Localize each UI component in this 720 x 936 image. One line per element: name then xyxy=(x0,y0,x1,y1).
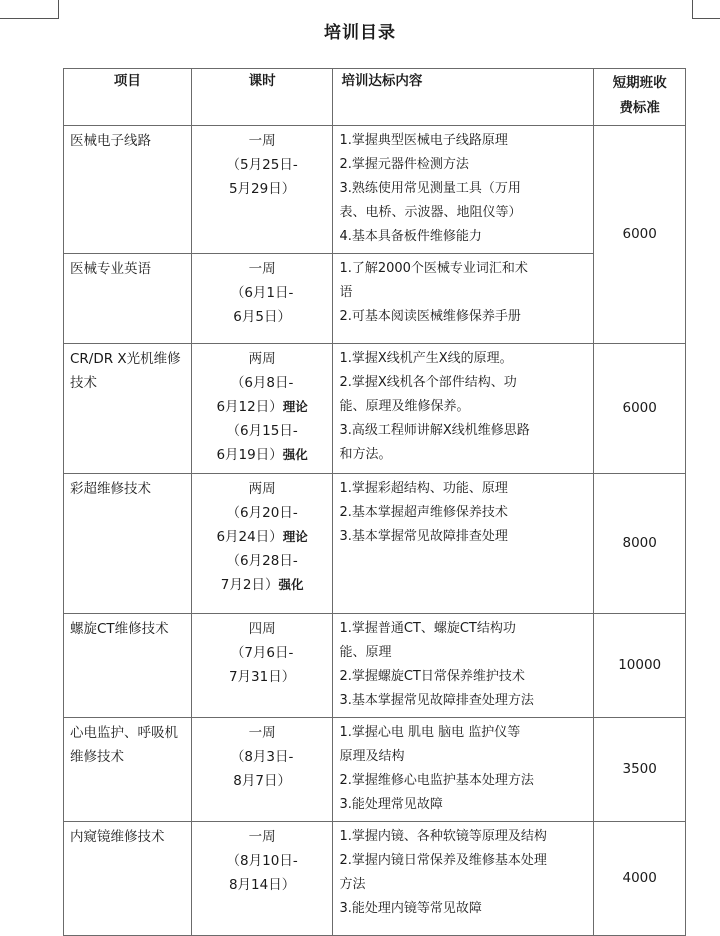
header-item: 项目 xyxy=(64,69,192,126)
header-goals: 培训达标内容 xyxy=(333,69,594,126)
row-item: 医械电子线路 xyxy=(64,126,192,254)
hours-line xyxy=(198,443,327,467)
hours-line: 两周 xyxy=(248,351,276,367)
goal-line: 4.基本具备板件维修能力 xyxy=(339,229,482,244)
goal-line: 2.掌握维修心电监护基本处理方法 xyxy=(339,773,534,788)
hours-line: （6月1日- xyxy=(230,285,294,301)
goal-line: 1.掌握心电 肌电 脑电 监护仪等 xyxy=(339,725,521,740)
theory-tag: 理论 xyxy=(282,399,308,414)
row-item: 内窥镜维修技术 xyxy=(64,822,192,936)
row-fee: 4000 xyxy=(594,822,686,936)
goal-line: 2.基本掌握超声维修保养技术 xyxy=(339,505,508,520)
hours-line: 一周 xyxy=(248,261,276,277)
goal-line: 2.可基本阅读医械维修保养手册 xyxy=(339,309,521,324)
hours-line: 8月14日） xyxy=(228,877,296,893)
row-hours xyxy=(191,254,333,344)
row-hours xyxy=(191,614,333,718)
row-hours xyxy=(191,822,333,936)
row-item: 螺旋CT维修技术 xyxy=(64,614,192,718)
hours-line xyxy=(198,573,327,597)
goal-line: 1.了解2000个医械专业词汇和术 xyxy=(339,261,528,276)
table-row xyxy=(64,614,686,718)
goal-line: 2.掌握元器件检测方法 xyxy=(339,157,469,172)
goal-line: 语 xyxy=(339,285,353,300)
row-goals xyxy=(333,822,594,936)
row-item: 医械专业英语 xyxy=(64,254,192,344)
hours-line xyxy=(198,525,327,549)
hours-line: （8月10日- xyxy=(226,853,298,869)
hours-line xyxy=(198,395,327,419)
row-item: 彩超维修技术 xyxy=(64,474,192,614)
goal-line: 2.掌握X线机各个部件结构、功 xyxy=(339,375,517,390)
goal-line: 能、原理及维修保养。 xyxy=(339,399,470,414)
header-hours: 课时 xyxy=(191,69,333,126)
goal-line: 3.能处理常见故障 xyxy=(339,797,443,812)
table-row xyxy=(64,474,686,614)
goal-line: 1.掌握普通CT、螺旋CT结构功 xyxy=(339,621,516,636)
header-fee xyxy=(594,69,686,126)
table-row xyxy=(64,822,686,936)
row-hours xyxy=(191,344,333,474)
hours-line: 6月5日） xyxy=(233,309,291,325)
hours-line: 两周 xyxy=(248,481,276,497)
intensive-tag: 强化 xyxy=(278,577,304,592)
row-hours xyxy=(191,718,333,822)
table-row xyxy=(64,126,686,254)
hours-line: （6月20日- xyxy=(226,505,298,521)
page-title: 培训目录 xyxy=(324,23,396,43)
table-row xyxy=(64,254,686,344)
hours-line: 四周 xyxy=(248,621,276,637)
goal-line: 3.基本掌握常见故障排查处理方法 xyxy=(339,693,534,708)
hours-date: 6月24日） xyxy=(216,529,283,545)
goal-line: 1.掌握彩超结构、功能、原理 xyxy=(339,481,508,496)
hours-line: 一周 xyxy=(248,725,276,741)
intensive-tag: 强化 xyxy=(282,447,308,462)
goal-line: 和方法。 xyxy=(339,447,392,462)
crop-mark-right xyxy=(692,0,720,19)
goal-line: 2.掌握内镜日常保养及维修基本处理 xyxy=(339,853,547,868)
goal-line: 1.掌握X线机产生X线的原理。 xyxy=(339,351,513,366)
hours-line: （6月28日- xyxy=(226,553,298,569)
row-goals xyxy=(333,474,594,614)
header-fee-line1: 短期班收 xyxy=(612,75,667,91)
row-hours xyxy=(191,474,333,614)
hours-line: 5月29日） xyxy=(228,181,296,197)
row-goals xyxy=(333,254,594,344)
row-fee: 6000 xyxy=(594,126,686,344)
row-item: 心电监护、呼吸机维修技术 xyxy=(64,718,192,822)
hours-line: 8月7日） xyxy=(233,773,291,789)
row-fee: 8000 xyxy=(594,474,686,614)
row-fee: 3500 xyxy=(594,718,686,822)
hours-date: 6月12日） xyxy=(216,399,283,415)
row-goals xyxy=(333,344,594,474)
goal-line: 3.能处理内镜等常见故障 xyxy=(339,901,482,916)
goal-line: 1.掌握典型医械电子线路原理 xyxy=(339,133,508,148)
hours-line: （5月25日- xyxy=(226,157,298,173)
goal-line: 表、电桥、示波器、地阻仪等） xyxy=(339,205,522,220)
goal-line: 3.基本掌握常见故障排查处理 xyxy=(339,529,508,544)
goal-line: 2.掌握螺旋CT日常保养维护技术 xyxy=(339,669,525,684)
goal-line: 方法 xyxy=(339,877,366,892)
hours-date: 6月19日） xyxy=(216,447,283,463)
goal-line: 3.熟练使用常见测量工具（万用 xyxy=(339,181,521,196)
training-catalog-table xyxy=(63,68,686,936)
row-item: CR/DR X光机维修技术 xyxy=(64,344,192,474)
row-fee: 10000 xyxy=(594,614,686,718)
table-row xyxy=(64,344,686,474)
header-fee-line2: 费标准 xyxy=(619,100,660,116)
row-goals xyxy=(333,718,594,822)
row-goals xyxy=(333,614,594,718)
hours-date: 7月2日） xyxy=(220,577,279,593)
crop-mark-left xyxy=(0,0,59,19)
hours-line: 一周 xyxy=(248,829,276,845)
table-row xyxy=(64,718,686,822)
theory-tag: 理论 xyxy=(282,529,308,544)
row-goals xyxy=(333,126,594,254)
row-fee: 6000 xyxy=(594,344,686,474)
goal-line: 3.高级工程师讲解X线机维修思路 xyxy=(339,423,530,438)
goal-line: 原理及结构 xyxy=(339,749,405,764)
hours-line: （6月8日- xyxy=(230,375,294,391)
hours-line: （6月15日- xyxy=(226,423,298,439)
goal-line: 能、原理 xyxy=(339,645,392,660)
hours-line: 7月31日） xyxy=(228,669,296,685)
goal-line: 1.掌握内镜、各种软镜等原理及结构 xyxy=(339,829,547,844)
table-header-row xyxy=(64,69,686,126)
hours-line: （7月6日- xyxy=(230,645,294,661)
hours-line: （8月3日- xyxy=(230,749,294,765)
hours-line: 一周 xyxy=(248,133,276,149)
row-hours xyxy=(191,126,333,254)
